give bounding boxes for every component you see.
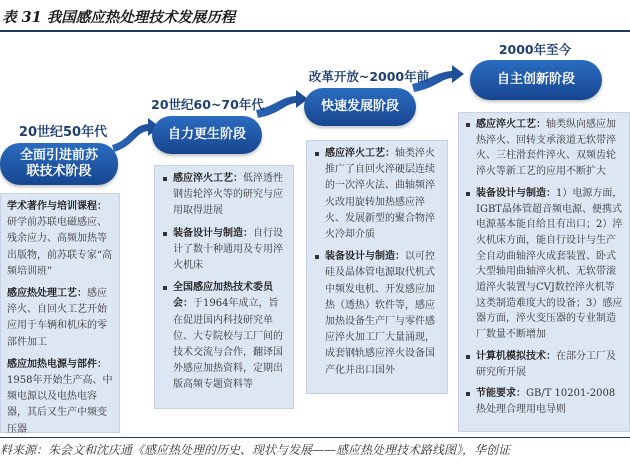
- stage-4-block-1-body: 轴类纵向感应加热淬火、回转支承滚道无软带淬火、三柱滑套件淬火、双频齿轮淬火等新工艺的应用不断扩大: [476, 119, 616, 178]
- stage-1-name-line2: 联技术阶段: [26, 164, 92, 179]
- stage-2-block-3-body: 于1964年成立，旨在促进国内科技研究单位、大专院校与工厂间的技术交流与合作，翻译国外感应加热资料，定期出版高频专题资料等: [173, 298, 283, 391]
- stage-1-block-1-body: 研学前苏联电磁感应、残余应力、高频加热等出版物，前苏联专家“高频培训班”: [7, 217, 113, 277]
- stage-2-block-1-body: 低淬透性钢齿轮淬火等的研究与应用取得进展: [173, 173, 283, 217]
- stage-2-block-2: [161, 226, 287, 275]
- stage-4-block-2-body: 1）电源方面，IGBT晶体管超音频电源、便携式电源基本能自给且有出口；2）淬火机床方面，能自行设计与生产全自动曲轴淬火成套装置、卧式大型轴用曲轴淬火机、无软带滚道淬火装置与CVJ数控淬火机等这类制造难度大的设备；3）感应器方面，淬火变压器的专业制造厂数量不断增加: [476, 187, 623, 341]
- stage-4-block-3-body: 在部分工厂及研究所开展: [476, 350, 616, 378]
- stage-4-block-1: [464, 117, 624, 180]
- stage-3-block-2-heading: 装备设计与制造：: [325, 251, 405, 263]
- stage-4-block-4-heading: 节能要求：: [476, 388, 526, 400]
- stage-2-block-1: [161, 171, 287, 220]
- stage-4-block-4-body: GB/T 10201-2008热处理合理用电导则: [476, 388, 616, 415]
- stage-4-name: 自主创新阶段: [470, 60, 602, 100]
- stage-3-block-1-heading: 感应淬火工艺：: [325, 148, 395, 159]
- stage-4-block-2-heading: 装备设计与制造：: [476, 187, 556, 199]
- stage-2-block-2-body: 自行设计了数十种通用及专用淬火机床: [173, 227, 283, 272]
- stage-4-block-4: [464, 386, 624, 417]
- stage-4-panel: [458, 112, 630, 432]
- stage-3-block-2-body: 以可控硅及晶体管电源取代机式中频发电机、开发感应加热（透热）软件等，感应加热设备生产厂与零件感应淬火加工厂大量涌现，成套钢轨感应淬火设备国产化并出口国外: [325, 251, 435, 376]
- stage-1-block-3-body: 1958年开始生产高、中频电源以及电热电容器，其后又生产中频变压器: [7, 375, 113, 435]
- stage-4-block-3: [464, 349, 624, 380]
- stage-4-era: 2000年至今: [498, 42, 572, 57]
- stage-1-name-line1: 全面引进前苏: [19, 148, 98, 163]
- stage-2-block-3: [161, 280, 287, 393]
- stage-2-era: 20世纪60~70年代: [151, 97, 264, 112]
- stage-1-block-1-heading: 学术著作与培训课程：: [7, 201, 107, 212]
- stage-3-era: 改革开放~2000年前: [308, 69, 430, 84]
- stage-3-panel: [306, 140, 448, 394]
- stage-4-block-1-heading: 感应淬火工艺：: [476, 119, 546, 130]
- table-title: 表 31 我国感应热处理技术发展历程: [2, 9, 236, 26]
- stage-4-block-3-heading: 计算机模拟技术：: [476, 350, 556, 362]
- stage-1-block-2-body: 感应淬火、自回火工艺开始应用于车辆和机床的零部件加工: [7, 288, 107, 348]
- stage-1-block-1: [7, 199, 115, 280]
- source-note: 料来源：朱会文和沈庆通《感应热处理的历史、现状与发展——感应热处理技术路线图》，华创证: [0, 437, 630, 463]
- stage-1-block-2-heading: 感应热处理工艺：: [7, 288, 87, 300]
- stage-3-block-1-body: 轴类淬火推广了自回火淬硬层连续的一次淬火法、曲轴频淬火改用旋转加热感应淬火、发展新型的聚合物淬火冷却介质: [325, 148, 435, 241]
- stage-1-era: 20世纪50年代: [18, 125, 108, 140]
- stage-3-name: 快速发展阶段: [304, 88, 416, 126]
- stage-2-name: 自力更生阶段: [152, 116, 262, 154]
- stage-3-block-2: [313, 249, 441, 379]
- stage-1-block-3: [7, 357, 115, 438]
- stage-2-block-2-heading: 装备设计与制造：: [173, 227, 253, 239]
- stage-2-block-3-heading: 全国感应加热技术委员会：: [173, 282, 273, 310]
- stage-1-block-3-heading: 感应加热电源与部件：: [7, 358, 107, 370]
- stage-1-panel: [0, 193, 120, 433]
- stage-2-block-1-heading: 感应淬火工艺：: [173, 173, 243, 184]
- stage-1-name: [0, 143, 118, 185]
- stage-1-block-2: [7, 286, 115, 351]
- stage-4-block-2: [464, 186, 624, 343]
- stage-3-block-1: [313, 146, 441, 243]
- stage-2-panel: [154, 165, 294, 409]
